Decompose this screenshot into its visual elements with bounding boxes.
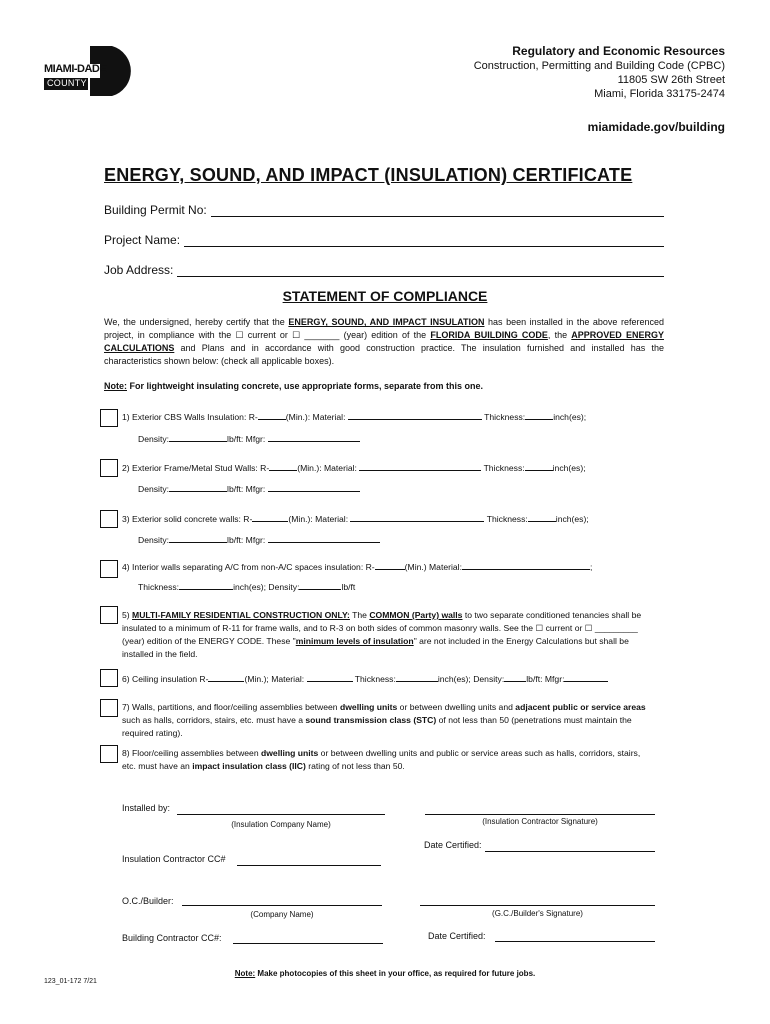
checkbox-item-5[interactable] — [100, 606, 118, 624]
item-6-line: 6) Ceiling insulation R- (Min.); Material: Thickness: inch(es); Density: lb/ft: Mfgr: — [122, 671, 608, 686]
item-1-line-2: Density: lb/ft: Mfgr: — [138, 431, 360, 446]
project-input-line[interactable] — [184, 234, 664, 247]
division-name: Construction, Permitting and Building Code (CPBC) — [473, 60, 725, 72]
address-line-2: Miami, Florida 33175-2474 — [594, 88, 725, 100]
contractor-cc-label: Insulation Contractor CC# — [122, 854, 226, 864]
statement-paragraph: We, the undersigned, hereby certify that the ENERGY, SOUND, AND IMPACT INSULATION has been installed in the above referenced project, in compliance with the ☐ current or ☐ _______ (year) edition of the FLORIDA BUILDING CODE, the APPROVED ENERGY CALCULATIONS and Plans and in accordance with good construction practice. The insulation furnished and installed has the characteristics shown below: (check all applicable boxes). — [104, 317, 665, 366]
item-4-line-1: 4) Interior walls separating A/C from non-A/C spaces insulation: R- (Min.) Material: ; — [122, 559, 592, 574]
dept-name: Regulatory and Economic Resources — [512, 44, 725, 58]
gc-signature-line[interactable] — [420, 904, 655, 906]
checkbox-item-3[interactable] — [100, 510, 118, 528]
checkbox-item-2[interactable] — [100, 459, 118, 477]
permit-field[interactable] — [104, 203, 664, 217]
statement-title: STATEMENT OF COMPLIANCE — [282, 288, 488, 304]
address-input-line[interactable] — [177, 264, 664, 277]
gc-signature-caption: (G.C./Builder's Signature) — [492, 909, 583, 918]
project-field[interactable] — [104, 233, 664, 247]
page-title: ENERGY, SOUND, AND IMPACT (INSULATION) CERTIFICATE — [104, 165, 633, 185]
item-2-line-1: 2) Exterior Frame/Metal Stud Walls: R- (Min.): Material: Thickness: inch(es); — [122, 460, 586, 475]
item-7-text: 7) Walls, partitions, and floor/ceiling assemblies between dwelling units or between dwelling units and adjacent public or service areas such as halls, corridors, stairs, etc. must have a sound transmission class (STC) of not less than 50 (penetrations must maintain the required rating). — [122, 702, 646, 738]
contractor-cc-line[interactable] — [237, 864, 381, 866]
checkbox-item-6[interactable] — [100, 669, 118, 687]
checkbox-item-8[interactable] — [100, 745, 118, 763]
item-1-line-1: 1) Exterior CBS Walls Insulation: R- (Min.): Material: Thickness: inch(es); — [122, 409, 586, 424]
contractor-signature-line[interactable] — [425, 813, 655, 815]
item-8-text: 8) Floor/ceiling assemblies between dwelling units or between dwelling units and public or service areas such as halls, corridors, stairs, etc. must have an impact insulation class (IIC) rating of not less than 50. — [122, 748, 641, 771]
checkbox-item-1[interactable] — [100, 409, 118, 427]
checkbox-item-4[interactable] — [100, 560, 118, 578]
date-certified-label: Date Certified: — [424, 840, 482, 850]
building-cc-line[interactable] — [233, 942, 383, 944]
date-certified-label-2: Date Certified: — [428, 931, 486, 941]
date-certified-line-2[interactable] — [495, 940, 655, 942]
item-5-text: 5) MULTI-FAMILY RESIDENTIAL CONSTRUCTION ONLY: The COMMON (Party) walls to two separate conditioned tenancies shall be insulated to a minimum of R-11 for frame walls, and to R-3 on both sides of common masonry walls. See the ☐ current or ☐ _________ (year) edition of the ENERGY CODE. These "minimum levels of insulation" are not included in the Energy Calculations but shall be installed in the field. — [122, 610, 642, 659]
contractor-signature-caption: (Insulation Contractor Signature) — [482, 817, 598, 826]
website-link[interactable]: miamidade.gov/building — [587, 120, 725, 134]
oc-builder-label: O.C./Builder: — [122, 896, 174, 906]
date-certified-line[interactable] — [485, 850, 655, 852]
company-name-caption: (Insulation Company Name) — [231, 820, 331, 829]
item-3-line-1: 3) Exterior solid concrete walls: R- (Min.): Material: Thickness: inch(es); — [122, 511, 589, 526]
logo-text-miami-dade: MIAMI-DADE — [44, 63, 107, 75]
company-name-caption-2: (Company Name) — [250, 910, 314, 919]
address-field[interactable] — [104, 263, 664, 277]
checkbox-item-7[interactable] — [100, 699, 118, 717]
address-label: Job Address: — [104, 263, 174, 277]
address-line-1: 11805 SW 26th Street — [617, 74, 725, 86]
permit-label: Building Permit No: — [104, 203, 207, 217]
installed-by-label: Installed by: — [122, 803, 171, 813]
item-2-line-2: Density: lb/ft: Mfgr: — [138, 481, 360, 496]
form-number: 123_01-172 7/21 — [44, 978, 97, 985]
project-label: Project Name: — [104, 233, 181, 247]
item-4-line-2: Thickness: inch(es); Density: lb/ft — [138, 579, 355, 594]
item-3-line-2: Density: lb/ft: Mfgr: — [138, 532, 380, 547]
permit-input-line[interactable] — [211, 204, 664, 217]
installed-by-line[interactable] — [177, 813, 385, 815]
oc-builder-line[interactable] — [182, 904, 382, 906]
footer-note: Note: Make photocopies of this sheet in your office, as required for future jobs. — [234, 969, 536, 978]
building-cc-label: Building Contractor CC#: — [122, 933, 222, 943]
note-lightweight: Note: For lightweight insulating concrete, use appropriate forms, separate from this one. — [104, 381, 484, 391]
logo-text-county: COUNTY — [47, 78, 87, 88]
